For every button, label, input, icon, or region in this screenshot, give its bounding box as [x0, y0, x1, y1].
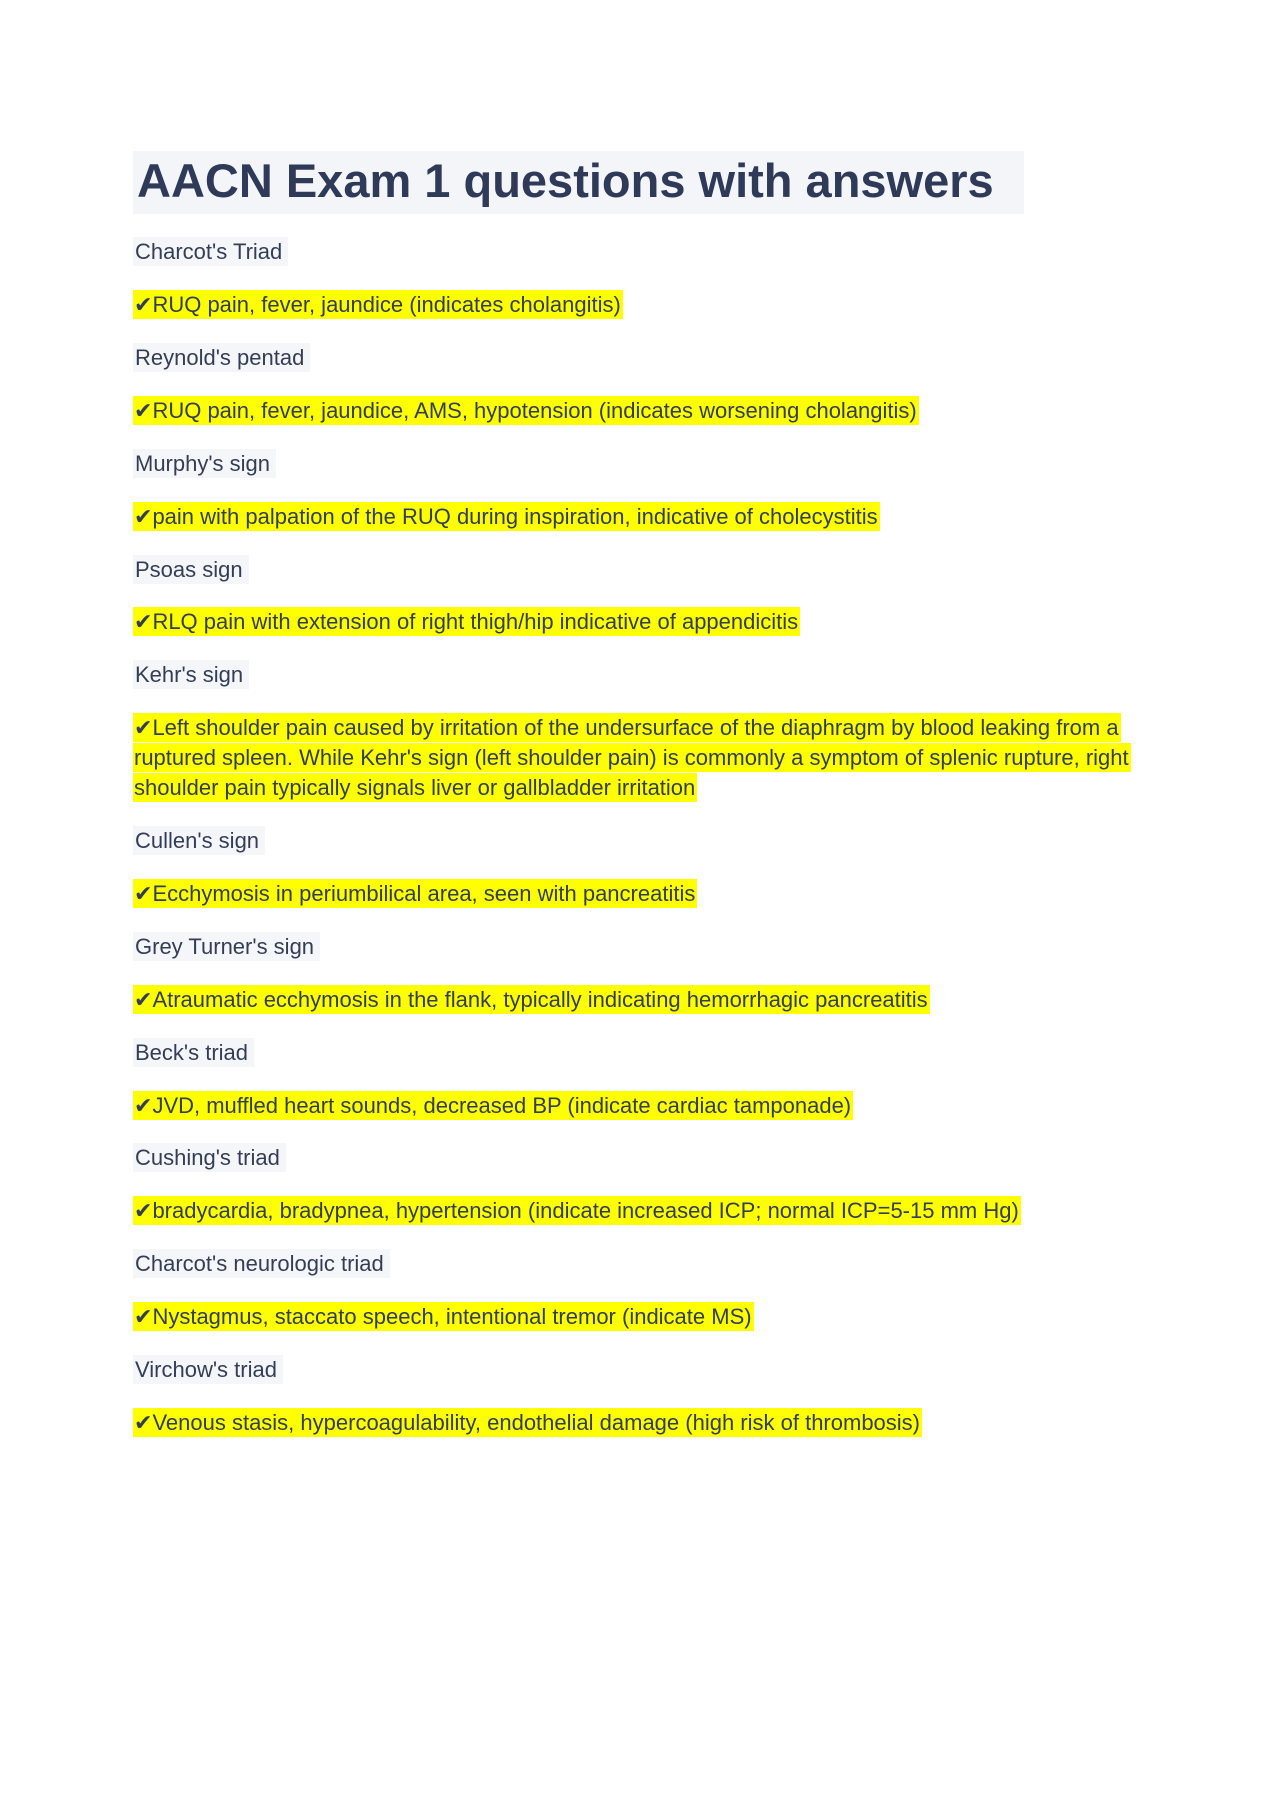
checkmark-icon: ✔ — [134, 1092, 153, 1118]
qa-item — [133, 343, 1147, 426]
question-text: Murphy's sign — [133, 449, 276, 478]
question-line — [133, 1038, 1147, 1068]
answer-text: Venous stasis, hypercoagulability, endothelial damage (high risk of thrombosis) — [152, 1409, 920, 1435]
answer-text: RUQ pain, fever, jaundice, AMS, hypotension (indicates worsening cholangitis) — [152, 397, 917, 423]
question-text: Cushing's triad — [133, 1143, 286, 1172]
checkmark-icon: ✔ — [134, 1304, 153, 1330]
page-title-text: AACN Exam 1 questions with answers — [133, 151, 1024, 214]
question-text: Reynold's pentad — [133, 343, 310, 372]
question-text: Grey Turner's sign — [133, 932, 320, 961]
answer-highlight — [133, 879, 697, 908]
answer-highlight — [133, 1091, 853, 1120]
answer-line — [133, 607, 1147, 637]
question-line — [133, 555, 1147, 585]
qa-item — [133, 555, 1147, 638]
question-text: Psoas sign — [133, 555, 249, 584]
question-line — [133, 343, 1147, 373]
answer-line — [133, 985, 1147, 1015]
answer-highlight — [133, 290, 623, 319]
page-title — [133, 150, 1147, 211]
answer-line — [133, 1196, 1147, 1226]
answer-text: Left shoulder pain caused by irritation of the undersurface of the diaphragm by blood leaking from a ruptured spleen. While Kehr's sign (left shoulder pain) is commonly a symptom of splenic rupture, right shoulder pain typically signals liver or gallbladder irritation — [134, 715, 1129, 801]
question-text: Kehr's sign — [133, 660, 249, 689]
question-line — [133, 660, 1147, 690]
answer-highlight — [133, 396, 919, 425]
question-line — [133, 449, 1147, 479]
answer-text: JVD, muffled heart sounds, decreased BP (indicate cardiac tamponade) — [152, 1092, 852, 1118]
answer-text: pain with palpation of the RUQ during inspiration, indicative of cholecystitis — [152, 503, 878, 529]
answer-text: bradycardia, bradypnea, hypertension (indicate increased ICP; normal ICP=5-15 mm Hg) — [152, 1198, 1019, 1224]
answer-highlight — [133, 1302, 754, 1331]
qa-list — [133, 237, 1147, 1438]
qa-item — [133, 1038, 1147, 1121]
checkmark-icon: ✔ — [134, 503, 153, 529]
checkmark-icon: ✔ — [134, 397, 153, 423]
answer-line — [133, 713, 1147, 803]
question-line — [133, 932, 1147, 962]
question-text: Beck's triad — [133, 1038, 254, 1067]
answer-highlight — [133, 985, 930, 1014]
qa-item — [133, 1355, 1147, 1438]
answer-line — [133, 1302, 1147, 1332]
answer-line — [133, 290, 1147, 320]
qa-item — [133, 237, 1147, 320]
answer-highlight — [133, 713, 1131, 802]
answer-text: RUQ pain, fever, jaundice (indicates cholangitis) — [152, 292, 621, 317]
question-text: Virchow's triad — [133, 1355, 283, 1384]
qa-item — [133, 1249, 1147, 1332]
answer-highlight — [133, 502, 880, 531]
answer-text: Nystagmus, staccato speech, intentional tremor (indicate MS) — [152, 1304, 752, 1330]
question-text: Charcot's neurologic triad — [133, 1249, 390, 1278]
qa-item — [133, 1143, 1147, 1226]
qa-item — [133, 660, 1147, 803]
checkmark-icon: ✔ — [134, 1198, 153, 1224]
checkmark-icon: ✔ — [134, 986, 153, 1012]
answer-text: RLQ pain with extension of right thigh/hip indicative of appendicitis — [152, 609, 799, 635]
question-line — [133, 826, 1147, 856]
checkmark-icon: ✔ — [134, 1409, 153, 1435]
question-line — [133, 237, 1147, 267]
checkmark-icon: ✔ — [134, 292, 153, 317]
checkmark-icon: ✔ — [134, 880, 153, 906]
answer-highlight — [133, 1196, 1021, 1225]
answer-line — [133, 1408, 1147, 1438]
question-line — [133, 1355, 1147, 1385]
answer-text: Atraumatic ecchymosis in the flank, typically indicating hemorrhagic pancreatitis — [152, 986, 928, 1012]
checkmark-icon: ✔ — [134, 609, 153, 635]
answer-line — [133, 879, 1147, 909]
checkmark-icon: ✔ — [134, 715, 153, 741]
answer-line — [133, 502, 1147, 532]
qa-item — [133, 449, 1147, 532]
answer-text: Ecchymosis in periumbilical area, seen with pancreatitis — [152, 880, 696, 906]
question-text: Cullen's sign — [133, 826, 265, 855]
question-line — [133, 1143, 1147, 1173]
qa-item — [133, 932, 1147, 1015]
answer-line — [133, 396, 1147, 426]
answer-line — [133, 1091, 1147, 1121]
answer-highlight — [133, 607, 800, 636]
question-line — [133, 1249, 1147, 1279]
qa-item — [133, 826, 1147, 909]
answer-highlight — [133, 1408, 922, 1437]
question-text: Charcot's Triad — [133, 237, 288, 266]
